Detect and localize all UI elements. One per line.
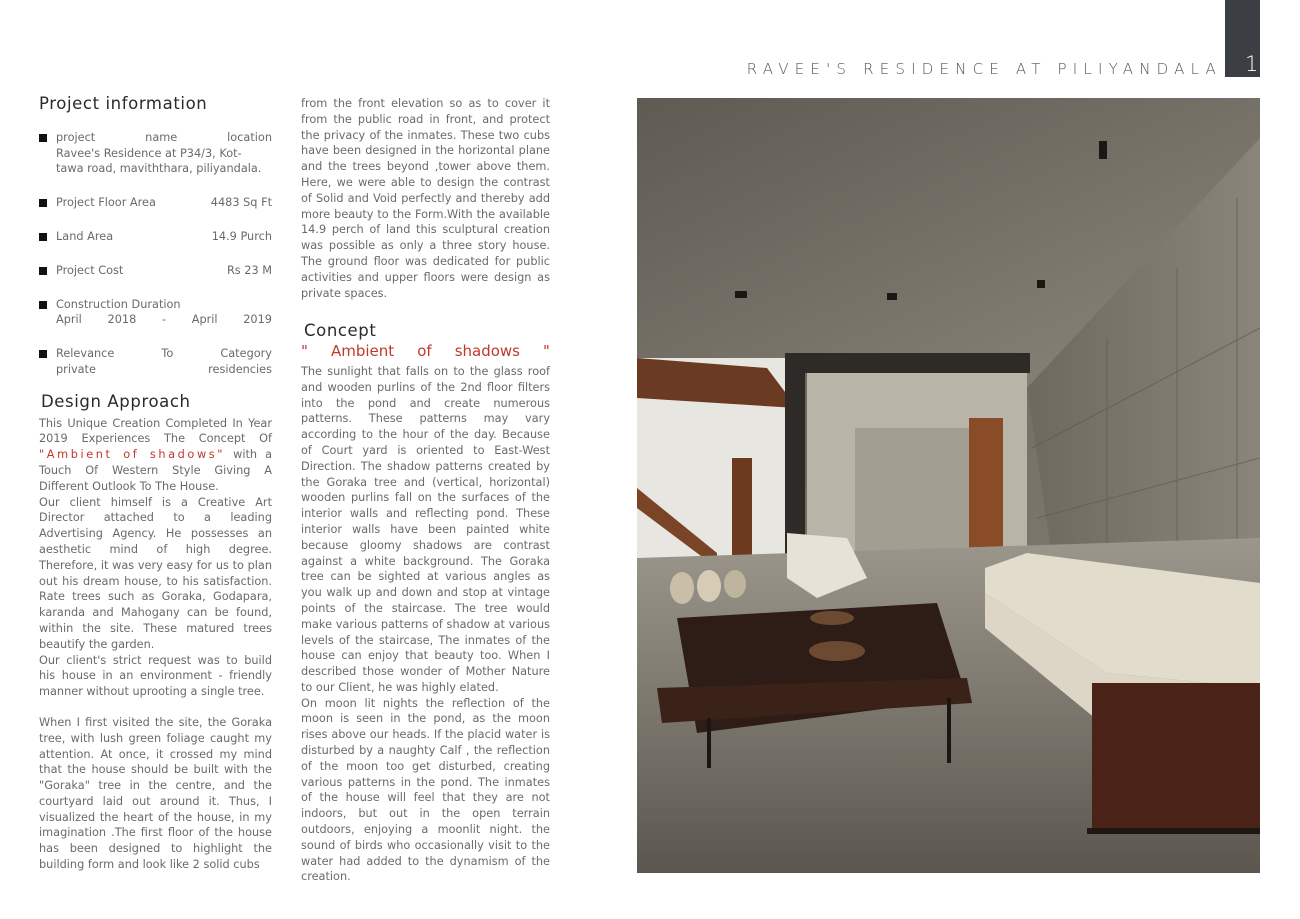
bullet-square-icon <box>39 134 47 142</box>
document-title: RAVEE'S RESIDENCE AT PILIYANDALA <box>746 60 1222 78</box>
project-info-list <box>39 130 272 378</box>
concept-title-word: Ambient <box>330 342 395 361</box>
project-info-line: Project Cost Rs 23 M <box>56 263 272 277</box>
project-info-item <box>39 195 272 211</box>
project-info-line: Construction Duration <box>56 297 181 311</box>
project-info-item <box>39 297 272 329</box>
page-number: 1 <box>1245 52 1259 76</box>
project-information-heading: Project information <box>39 94 208 113</box>
concept-heading: Concept <box>304 321 377 341</box>
project-info-item <box>39 346 272 378</box>
project-info-item <box>39 130 272 177</box>
middle-column <box>301 96 550 885</box>
project-info-line: tawa road, maviththara, piliyandala. <box>56 162 262 176</box>
project-info-item <box>39 229 272 245</box>
project-info-line: Relevance To Category <box>56 347 272 361</box>
design-approach-text <box>39 416 272 873</box>
project-info-line: Land Area 14.9 Purch <box>56 229 272 243</box>
concept-paragraph: The sunlight that falls on to the glass roof and wooden purlins of the 2nd floor filters into the pond and create numerous patterns. These patterns may vary according to the hour of the day. Because of Court yard is oriented to East-West Direction. The shadow patterns created by the Goraka tree and (vertical, horizontal) wooden purlins fall on the surfaces of the interior walls and reflecting pond. These interior walls have been painted white because gloomy shadows are contrast against a white background. The Goraka tree can be sighted at various angles as you walk up and down and stop at vintage points of the staircase. The tree would make various patterns of shadow at various levels of the staircase, The inmates of the house can enjoy that beauty too. When I described those wonder of Mother Nature to our Client, he was highly elated. <box>301 364 550 694</box>
interior-photo <box>637 98 1260 873</box>
bullet-square-icon <box>39 301 47 309</box>
design-approach-intro: This Unique Creation Completed In Year 2019 Experiences The Concept Of "Ambient of shadows" with a Touch Of Western Style Giving A Different Outlook To The House. <box>39 416 272 493</box>
bullet-square-icon <box>39 267 47 275</box>
concept-title-word: of <box>417 342 432 361</box>
design-approach-paragraph: Our client himself is a Creative Art Director attached to a leading Advertising Agency. He possesses an aesthetic mind of high degree. Therefore, it was very easy for us to plan out his dream house, to his satisfaction. Rate trees such as Goraka, Godapara, karanda and Mahogany can be found, within the site. These matured trees beautify the garden. <box>39 495 272 651</box>
bullet-square-icon <box>39 199 47 207</box>
concept-title-word: shadows <box>454 342 520 361</box>
bullet-square-icon <box>39 233 47 241</box>
project-info-line: April 2018 - April 2019 <box>56 313 272 327</box>
project-info-item <box>39 263 272 279</box>
concept-title-word: " <box>543 342 550 361</box>
bullet-square-icon <box>39 350 47 358</box>
project-info-line: private residencies <box>56 362 272 376</box>
project-info-line: project name location <box>56 130 272 144</box>
project-info-line: Ravee's Residence at P34/3, Kot- <box>56 146 242 160</box>
design-approach-paragraph: from the front elevation so as to cover it from the public road in front, and protect the privacy of the inmates. These two cubs have been designed in the horizontal plane and the trees beyond ,tower above them. Here, we were able to design the contrast of Solid and Void perfectly and thereby add more beauty to the Form.With the available 14.9 perch of land this sculptural creation was possible as only a three story house. The ground floor was dedicated for public activities and upper floors were design as private spaces. <box>301 97 550 300</box>
design-approach-paragraph: When I first visited the site, the Goraka tree, with lush green foliage caught my attention. At once, it crossed my mind that the house should be built with the "Goraka" tree in the centre, and the courtyard laid out around it. Thus, I visualized the heart of the house, in my imagination .The first floor of the house has been designed to highlight the building form and look like 2 solid cubs <box>39 715 272 872</box>
design-approach-heading: Design Approach <box>41 391 191 411</box>
living-room-illustration <box>637 98 1260 873</box>
project-info-line: Project Floor Area 4483 Sq Ft <box>56 196 272 210</box>
concept-paragraph: On moon lit nights the reflection of the moon is seen in the pond, as the moon rises above our heads. If the placid water is disturbed by a naughty Calf , the reflection of the moon too get disturbed, creating various patterns in the pond. The inmates of the house will feel that they are not indoors, but out in the open terrain outdoors, enjoying a moonlit night. the sound of birds who occasionally visit to the water had added to the dynamism of the creation. <box>301 696 550 884</box>
left-column <box>39 96 272 873</box>
concept-quote: "Ambient of shadows" <box>39 448 226 462</box>
concept-title-word: " <box>301 342 308 361</box>
design-approach-paragraph: Our client's strict request was to build his house in an environment - friendly manner without uprooting a single tree. <box>39 653 272 699</box>
concept-title <box>301 344 550 360</box>
